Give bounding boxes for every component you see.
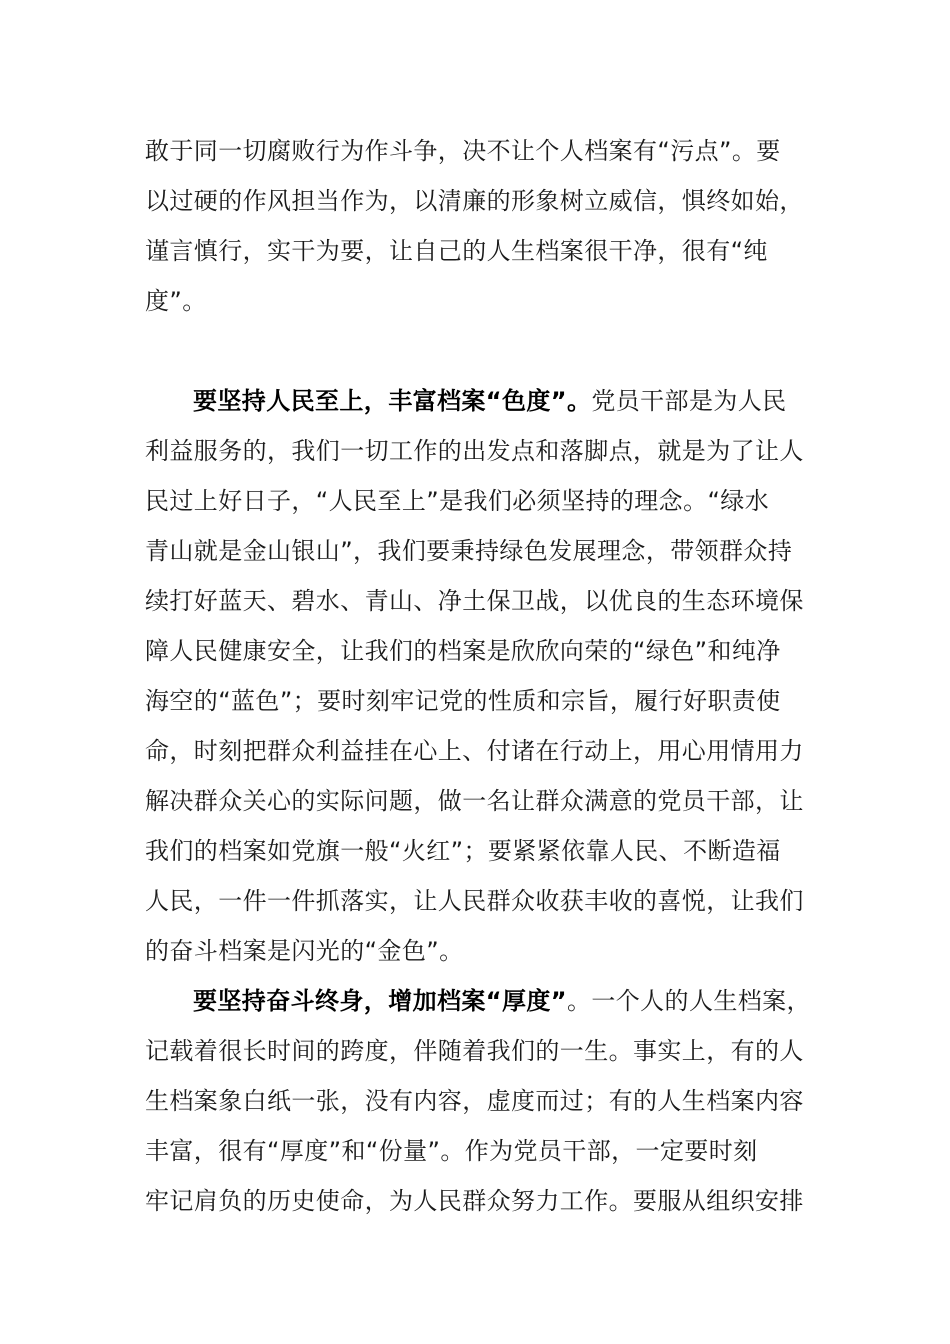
paragraph-line: 解决群众关心的实际问题，做一名让群众满意的党员干部，让	[145, 787, 804, 815]
paragraph-line: 海空的“蓝色”；要时刻牢记党的性质和宗旨，履行好职责使	[145, 687, 781, 715]
paragraph-first-line	[193, 985, 811, 1017]
paragraph-line: 民过上好日子，“人民至上”是我们必须坚持的理念。“绿水	[145, 487, 770, 515]
paragraph-line: 续打好蓝天、碧水、青山、净土保卫战，以优良的生态环境保	[145, 587, 804, 615]
paragraph-line: 生档案象白纸一张，没有内容，虚度而过；有的人生档案内容	[145, 1087, 804, 1115]
paragraph-text: 党员干部是为人民	[591, 387, 787, 415]
paragraph-line: 青山就是金山银山”，我们要秉持绿色发展理念，带领群众持	[145, 537, 793, 565]
paragraph-heading: 要坚持奋斗终身，增加档案“厚度”	[193, 987, 567, 1015]
paragraph-line: 的奋斗档案是闪光的“金色”。	[145, 937, 464, 965]
paragraph-line: 我们的档案如党旗一般“火红”；要紧紧依靠人民、不断造福	[145, 837, 781, 865]
paragraph-heading: 要坚持人民至上，丰富档案“色度”。	[193, 387, 592, 415]
paragraph-line: 人民，一件一件抓落实，让人民群众收获丰收的喜悦，让我们	[145, 887, 804, 915]
paragraph-text: 。一个人的人生档案，	[566, 987, 811, 1015]
paragraph-line: 记载着很长时间的跨度，伴随着我们的一生。事实上，有的人	[145, 1037, 804, 1065]
paragraph-line: 以过硬的作风担当作为，以清廉的形象树立威信，惧终如始，	[145, 187, 804, 215]
paragraph-line: 利益服务的，我们一切工作的出发点和落脚点，就是为了让人	[145, 437, 804, 465]
paragraph-line: 牢记肩负的历史使命，为人民群众努力工作。要服从组织安排	[145, 1187, 804, 1215]
paragraph-line: 谨言慎行，实干为要，让自己的人生档案很干净，很有“纯	[145, 237, 768, 265]
paragraph-line: 度”。	[145, 287, 207, 315]
paragraph-line: 障人民健康安全，让我们的档案是欣欣向荣的“绿色”和纯净	[145, 637, 781, 665]
paragraph-line: 命，时刻把群众利益挂在心上、付诸在行动上，用心用情用力	[145, 737, 804, 765]
paragraph-line: 敢于同一切腐败行为作斗争，决不让个人档案有“污点”。要	[145, 137, 781, 165]
paragraph-line: 丰富，很有“厚度”和“份量”。作为党员干部，一定要时刻	[145, 1137, 758, 1165]
paragraph-first-line	[193, 385, 805, 417]
